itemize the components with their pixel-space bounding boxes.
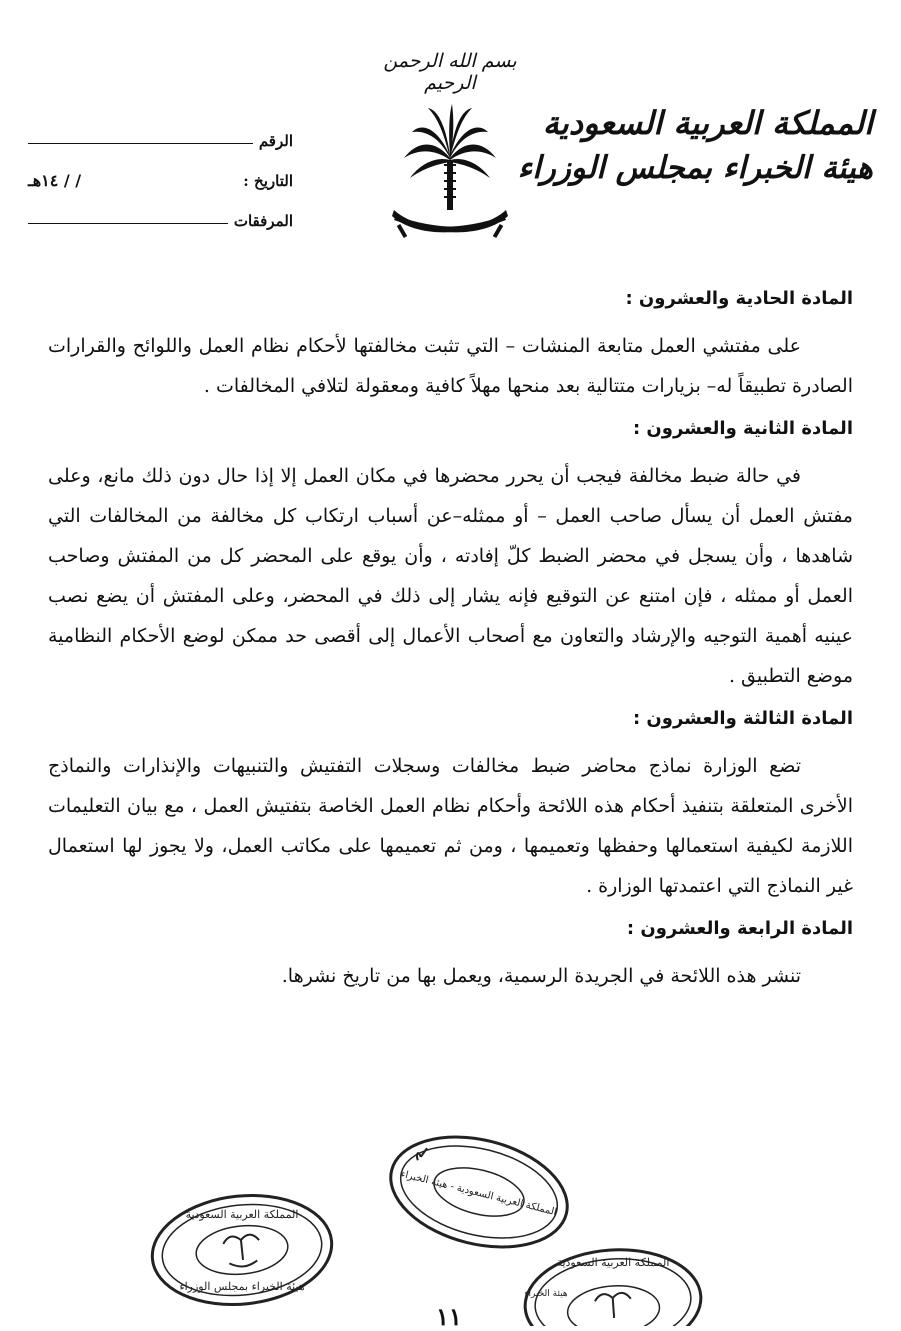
organization-country: المملكة العربية السعودية <box>542 104 873 142</box>
reference-label: الرقم <box>258 132 293 150</box>
svg-text:هيئة الخبراء: هيئة الخبراء <box>524 1289 568 1299</box>
reference-fields <box>28 110 293 230</box>
page-number: ١١ <box>436 1302 462 1331</box>
article-22-text: في حالة ضبط مخالفة فيجب أن يحرر محضرها في مكان العمل إلا إذا حال دون ذلك مانع، وعلى مفتش العمل أن يسأل صاحب العمل – أو ممثله–عن أسباب ارتكاب كل مخالفة من المخالفات التي شاهدها ، وأن يسجل في محضر الضبط كلّ إفادته ، وأن يوقع على المحضر كل من المفتش وصاحب العمل أو ممثله ، فإن امتنع عن التوقيع فإنه يشار إلى ذلك في المحضر، وعلى المفتش أن يضع نصب عينيه أهمية التوجيه والإرشاد والتعاون مع أصحاب الأعمال إلى أقصى حد ممكن لوضع الأحكام النظامية موضع التطبيق . <box>48 465 853 687</box>
reference-line <box>28 133 253 144</box>
organization-header <box>517 100 873 190</box>
article-23-heading: المادة الثالثة والعشرون : <box>632 708 853 729</box>
article-22-heading: المادة الثانية والعشرون : <box>632 418 853 439</box>
organization-name: هيئة الخبراء بمجلس الوزراء <box>517 150 873 186</box>
attachments-row <box>28 190 293 230</box>
article-21-heading: المادة الحادية والعشرون : <box>625 288 853 309</box>
date-value: / / ١٤هـ <box>28 171 82 190</box>
saudi-emblem-icon <box>386 98 514 248</box>
svg-text:المملكة العربية السعودية: المملكة العربية السعودية <box>556 1256 670 1269</box>
document-body <box>48 282 853 1002</box>
reference-number-row <box>28 110 293 150</box>
official-stamp-left <box>148 1190 336 1310</box>
basmala: بسم الله الرحمن الرحيم <box>383 50 517 94</box>
article-24-heading: المادة الرابعة والعشرون : <box>626 918 853 939</box>
article-23-text: تضع الوزارة نماذج محاضر ضبط مخالفات وسجلات التفتيش والتنبيهات والإنذارات والنماذج الأخرى المتعلقة بتنفيذ أحكام هذه اللائحة وأحكام نظام العمل الخاصة بتفتيش العمل ، مع بيان التعليمات اللازمة لكيفية استعمالها وحفظها وتعميمها ، ومن ثم تعميمها على مكاتب العمل، ولا يجوز لها استعمال غير النماذج التي اعتمدتها الوزارة . <box>48 755 853 897</box>
official-stamp-right <box>518 1232 708 1326</box>
svg-text:المملكة العربية السعودية: المملكة العربية السعودية <box>185 1208 299 1221</box>
article-21-text: على مفتشي العمل متابعة المنشات – التي تثبت مخالفتها لأحكام نظام العمل واللوائح والقرارات الصادرة تطبيقاً له– بزيارات متتالية بعد منحها مهلاً كافية ومعقولة لتلافي المخالفات . <box>48 335 853 397</box>
svg-text:المملكة العربية السعودية - هيئ: المملكة العربية السعودية - هيئة الخبراء <box>399 1168 558 1219</box>
article-24-text: تنشر هذه اللائحة في الجريدة الرسمية، ويعمل بها من تاريخ نشرها. <box>281 965 801 987</box>
attachments-label: المرفقات <box>233 212 293 230</box>
svg-text:هيئة الخبراء بمجلس الوزراء: هيئة الخبراء بمجلس الوزراء <box>179 1280 305 1293</box>
date-row <box>28 150 293 190</box>
attachments-line <box>28 213 228 224</box>
date-label: التاريخ : <box>243 172 293 190</box>
